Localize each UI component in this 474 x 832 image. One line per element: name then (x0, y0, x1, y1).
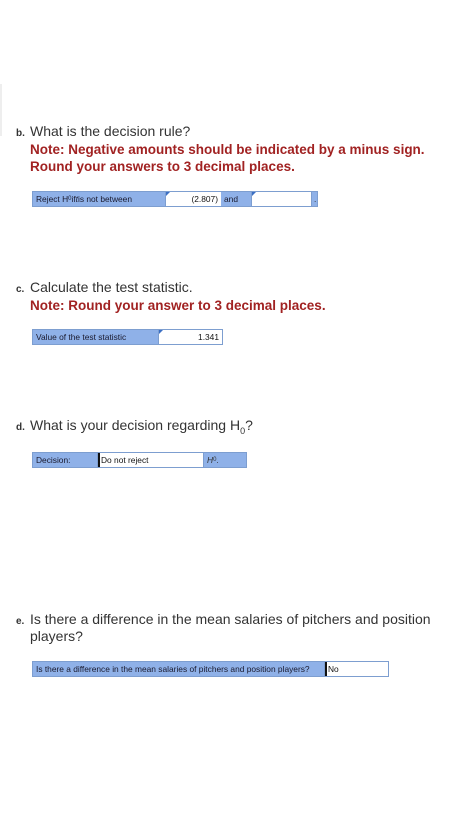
question-c-text: Calculate the test statistic. (30, 279, 193, 295)
question-b-note-1: Note: Negative amounts should be indicated by a minus sign. (30, 142, 425, 157)
question-e-letter: e. (16, 616, 25, 627)
row-end-period: . (311, 192, 317, 206)
answer-marker-icon (166, 192, 170, 196)
difference-label: Is there a difference in the mean salaries of pitchers and position players? (33, 662, 324, 676)
question-b (16, 123, 456, 175)
test-statistic-input[interactable]: 1.341 (158, 330, 222, 344)
upper-critical-value-input[interactable] (251, 192, 311, 206)
test-statistic-label: Value of the test statistic (33, 330, 158, 344)
question-e (16, 611, 456, 645)
dropdown-cursor-icon (325, 662, 327, 676)
lower-critical-value-input[interactable]: (2.807) (165, 192, 221, 206)
question-d (16, 417, 456, 440)
decision-rule-label: Reject H 0 if t is not between (33, 192, 165, 206)
question-b-text: What is the decision rule? (30, 123, 191, 139)
difference-select[interactable]: No (324, 662, 388, 676)
answer-marker-icon (159, 330, 163, 334)
question-c-note: Note: Round your answer to 3 decimal places. (30, 298, 326, 313)
question-d-letter: d. (16, 422, 25, 433)
test-statistic-row (32, 329, 223, 345)
question-d-text: What is your decision regarding $H_0$? (30, 417, 253, 436)
question-b-note-2: Round your answers to 3 decimal places. (30, 159, 295, 174)
answer-marker-icon (252, 192, 256, 196)
page-edge-shadow (0, 84, 2, 136)
question-e-text: Is there a difference in the mean salaries of pitchers and position players? (30, 611, 431, 644)
decision-label: Decision: (33, 453, 97, 467)
question-b-letter: b. (16, 128, 25, 139)
decision-select[interactable]: Do not reject (97, 453, 203, 467)
decision-after-text: H 0 . (203, 453, 246, 467)
difference-row (32, 661, 389, 677)
dropdown-cursor-icon (98, 453, 100, 467)
question-c-letter: c. (16, 284, 25, 295)
connector-and: and (221, 192, 251, 206)
decision-rule-row (32, 191, 318, 207)
question-c (16, 279, 456, 314)
decision-row (32, 452, 247, 468)
